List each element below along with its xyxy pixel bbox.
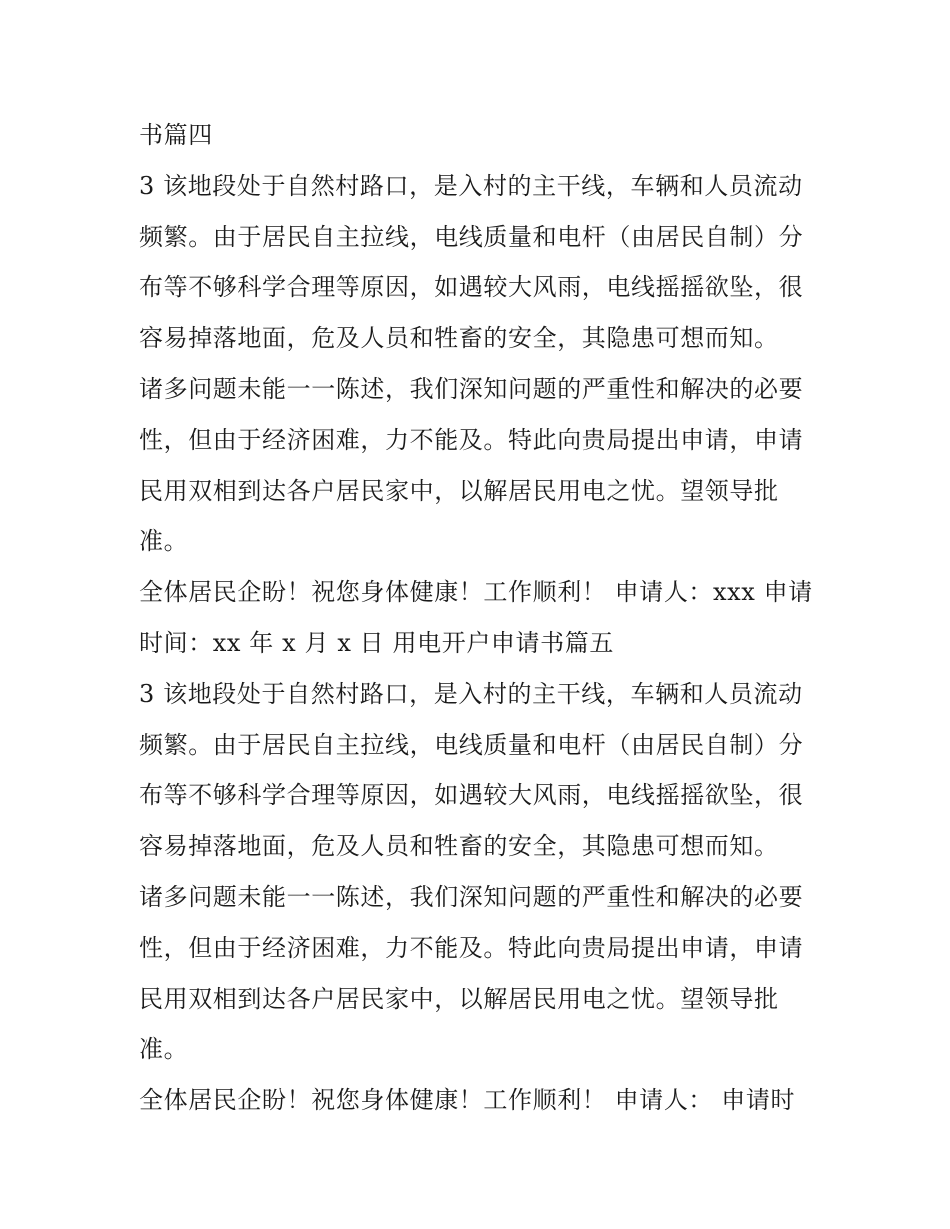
text-line: 布等不够科学合理等原因，如遇较大风雨，电线摇摇欲坠，很 <box>139 273 804 302</box>
text-line: 容易掉落地面，危及人员和牲畜的安全，其隐患可想而知。 <box>139 324 779 353</box>
document-body <box>139 110 829 1126</box>
text-line: 诸多问题未能一一陈述，我们深知问题的严重性和解决的必要 <box>139 882 804 911</box>
text-line: 3 该地段处于自然村路口，是入村的主干线，车辆和人员流动 <box>139 171 803 200</box>
text-line: 性，但由于经济困难，力不能及。特此向贵局提出申请，申请 <box>139 933 804 962</box>
text-line: 民用双相到达各户居民家中，以解居民用电之忧。望领导批 <box>139 984 779 1013</box>
text-line: 诸多问题未能一一陈述，我们深知问题的严重性和解决的必要 <box>139 374 804 403</box>
text-line: 3 该地段处于自然村路口，是入村的主干线，车辆和人员流动 <box>139 679 803 708</box>
text-line: 性，但由于经济困难，力不能及。特此向贵局提出申请，申请 <box>139 425 804 454</box>
text-line: 书篇四 <box>139 121 213 149</box>
text-line: 频繁。由于居民自主拉线，电线质量和电杆（由居民自制）分 <box>139 730 804 759</box>
text-line: 布等不够科学合理等原因，如遇较大风雨，电线摇摇欲坠，很 <box>139 781 804 810</box>
text-line: 全体居民企盼！祝您身体健康！工作顺利！ 申请人： 申请时 <box>139 1086 796 1115</box>
text-line: 准。 <box>139 1035 189 1064</box>
text-line: 频繁。由于居民自主拉线，电线质量和电杆（由居民自制）分 <box>139 222 804 251</box>
text-line: 时间：xx 年 x 月 x 日 用电开户申请书篇五 <box>139 628 614 657</box>
text-line: 容易掉落地面，危及人员和牲畜的安全，其隐患可想而知。 <box>139 832 779 861</box>
text-line: 民用双相到达各户居民家中，以解居民用电之忧。望领导批 <box>139 476 779 505</box>
text-line: 全体居民企盼！祝您身体健康！工作顺利！ 申请人：xxx 申请 <box>139 578 813 607</box>
text-line: 准。 <box>139 527 189 556</box>
